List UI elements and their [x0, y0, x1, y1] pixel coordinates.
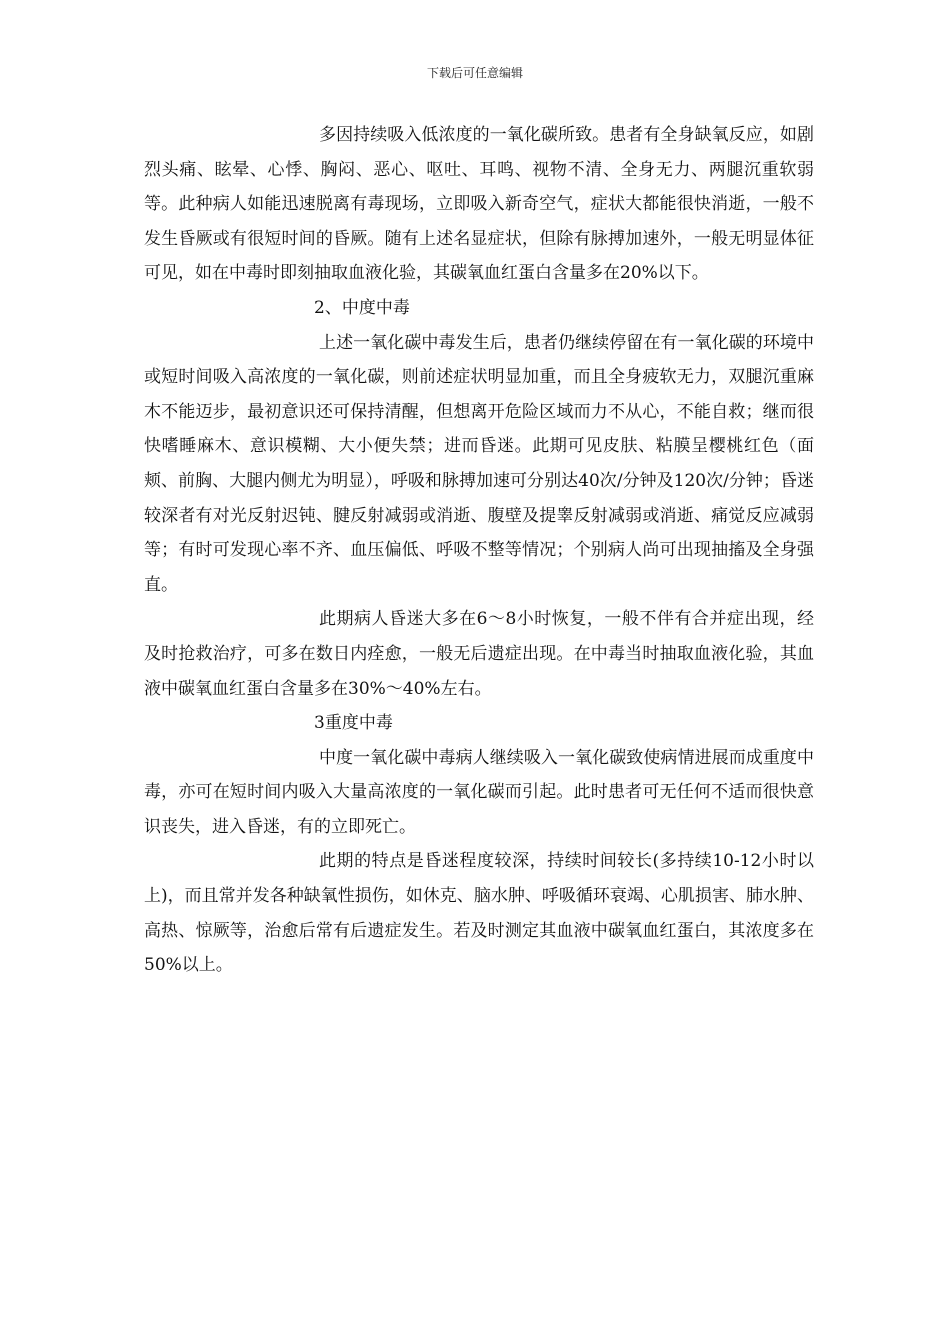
paragraph-severe-features: 此期的特点是昏迷程度较深，持续时间较长(多持续10-12小时以上)，而且常并发各种缺氧性损伤，如休克、脑水肿、呼吸循环衰竭、心肌损害、肺水肿、高热、惊厥等，治愈后常有后遗症发生。若及时测定其血液中碳氧血红蛋白，其浓度多在50%以上。 — [144, 851, 814, 976]
heading-moderate-poisoning: 2、中度中毒 — [314, 297, 410, 318]
paragraph-moderate-recovery: 此期病人昏迷大多在6～8小时恢复，一般不伴有合并症出现，经及时抢救治疗，可多在数日内痊愈，一般无后遗症出现。在中毒当时抽取血液化验，其血液中碳氧血红蛋白含量多在30%～40%左右。 — [144, 609, 814, 699]
page-header: 下载后可任意编辑 — [426, 66, 523, 80]
paragraph-mild-poisoning: 多因持续吸入低浓度的一氧化碳所致。患者有全身缺氧反应，如剧烈头痛、眩晕、心悸、胸闷、恶心、呕吐、耳鸣、视物不清、全身无力、两腿沉重软弱等。此种病人如能迅速脱离有毒现场，立即吸入新奇空气，症状大都能很快消逝，一般不发生昏厥或有很短时间的昏厥。随有上述名显症状，但除有脉搏加速外，一般无明显体征可见，如在中毒时即刻抽取血液化验，其碳氧血红蛋白含量多在20%以下。 — [144, 125, 814, 284]
paragraph-severe-cause: 中度一氧化碳中毒病人继续吸入一氧化碳致使病情进展而成重度中毒，亦可在短时间内吸入大量高浓度的一氧化碳而引起。此时患者可无任何不适而很快意识丧失，进入昏迷，有的立即死亡。 — [144, 747, 814, 837]
heading-severe-poisoning: 3重度中毒 — [314, 713, 393, 734]
document-body — [144, 118, 814, 983]
paragraph-moderate-symptoms: 上述一氧化碳中毒发生后，患者仍继续停留在有一氧化碳的环境中或短时间吸入高浓度的一氧化碳，则前述症状明显加重，而且全身疲软无力，双腿沉重麻木不能迈步，最初意识还可保持清醒，但想离开危险区域而力不从心，不能自救；继而很快嗜睡麻木、意识模糊、大小便失禁；进而昏迷。此期可见皮肤、粘膜呈樱桃红色（面颊、前胸、大腿内侧尤为明显），呼吸和脉搏加速可分别达40次/分钟及120次/分钟；昏迷较深者有对光反射迟钝、腱反射减弱或消逝、腹壁及提睾反射减弱或消逝、痛觉反应减弱等；有时可发现心率不齐、血压偏低、呼吸不整等情况；个别病人尚可出现抽搐及全身强直。 — [144, 332, 814, 595]
